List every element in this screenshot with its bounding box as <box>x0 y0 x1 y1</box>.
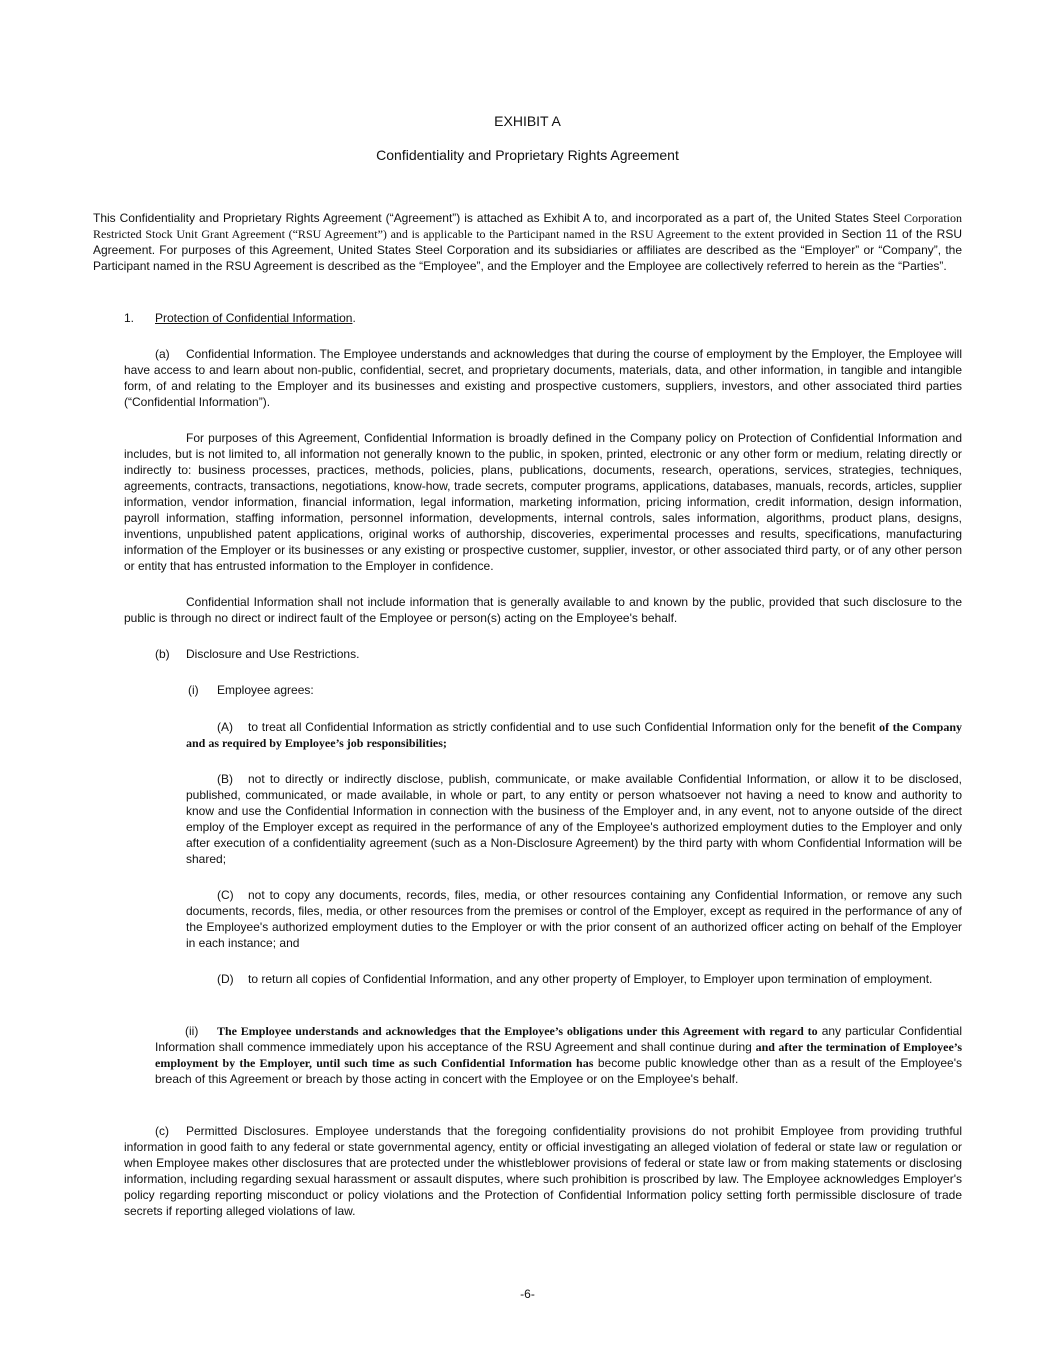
subsection-b-i-label: (i) <box>188 683 199 697</box>
subsection-b <box>155 646 755 662</box>
subsection-c-title: Permitted Disclosures. <box>186 1124 309 1138</box>
exclusion-paragraph: Confidential Information shall not include information that is generally available to and known by the public, provided that such disclosure to the public is through no direct or indirect fault of the Employee or person(s) acting on the Employee's behalf. <box>124 595 962 625</box>
subsection-b-i-text: Employee agrees: <box>217 683 314 697</box>
item-c-text: not to copy any documents, records, files, media, or other resources containing any Confidential Information, or remove any such documents, records, files, media, or other resources from the premises or control of the Employer, except as required in the performance of any of the Employee's authorized employment duties to the Employer or with the prior consent of an authorized officer acting on behalf of the Employer in each instance; and <box>186 888 962 950</box>
subsection-b-i <box>188 682 788 698</box>
intro-text-2: Corporation Restricted Stock Unit Grant Agreement (“RSU Agreement”) and is applicable to the Participant named in the RSU Agreement to the extent <box>93 211 962 241</box>
item-c <box>186 887 962 951</box>
item-a-bold: of the Company and as required by Employee’s job responsibilities; <box>186 720 962 750</box>
item-c-label: (C) <box>217 888 234 902</box>
subsection-a <box>124 346 962 410</box>
intro-text-3: provided in Section 11 of the RSU Agreement. For purposes of this Agreement, United States Steel Corporation and its subsidiaries or affiliates are described as the “Employer” or “Company”, the Participant named in the RSU Agreement is described as the “Employee”, and the Employer and the Employee are collectively referred to herein as the “Parties”. <box>93 227 962 273</box>
exhibit-title: EXHIBIT A <box>494 113 561 129</box>
subsection-a-title: Confidential Information. <box>186 347 317 361</box>
page-number: -6- <box>520 1287 535 1301</box>
item-b-label: (B) <box>217 772 233 786</box>
subsection-a-label: (a) <box>155 347 170 361</box>
subsection-c-text: Employee understands that the foregoing confidentiality provisions do not prohibit Employee from providing truthful information in good faith to any federal or state governmental agency, entity or official investigating an alleged violation of federal or state law or regulation or when Employee makes other disclosures that are protected under the whistleblower provisions of federal or state law or from making statements or disclosing information, including regarding sexual harassment or assault disputes, where such prohibition is proscribed by law. The Employee acknowledges Employer's policy regarding reporting misconduct or policy violations and the Protection of Confidential Information policy setting forth permissible disclosure of trade secrets if reporting alleged violations of law. <box>124 1124 962 1218</box>
subsection-b-label: (b) <box>155 647 170 661</box>
item-b <box>186 771 962 867</box>
subsection-b-ii-bold-1: The Employee understands and acknowledges that the Employee’s obligations under this Agreement with regard to <box>217 1024 818 1038</box>
item-a-label: (A) <box>217 720 233 734</box>
subsection-b-ii-label: (ii) <box>185 1024 199 1038</box>
subsection-b-title: Disclosure and Use Restrictions. <box>186 647 360 661</box>
subsection-b-ii-bold-2: and after the termination of Employee’s employment by the Employer, until such time as such Confidential Information has <box>155 1040 963 1070</box>
item-a <box>186 719 962 751</box>
purposes-paragraph: For purposes of this Agreement, Confidential Information is broadly defined in the Company policy on Protection of Confidential Information and includes, but is not limited to, all information not generally known to the public, in spoken, printed, electronic or any other form or medium, relating directly or indirectly to: business processes, practices, methods, policies, plans, publications, documents, research, operations, services, strategies, techniques, agreements, contracts, transactions, negotiations, know-how, trade secrets, computer programs, applications, databases, manuals, records, articles, supplier information, vendor information, financial information, legal information, marketing information, pricing information, credit information, design information, payroll information, staffing information, personnel information, developments, internal controls, sales information, algorithms, product plans, designs, inventions, unpublished patent applications, original works of authorship, discoveries, experimental processes and results, specifications, manufacturing information of the Employer or its businesses or any existing or prospective customer, supplier, investor, or other associated third party, or of any other person or entity that has entrusted information to the Employer in confidence. <box>124 431 962 573</box>
item-d-text: to return all copies of Confidential Information, and any other property of Employer, to Employer upon termination of employment. <box>248 972 933 986</box>
item-d-label: (D) <box>217 972 234 986</box>
section-1-heading <box>124 310 724 326</box>
item-d <box>186 971 962 987</box>
item-a-text: to treat all Confidential Information as strictly confidential and to use such Confidential Information only for the benefit <box>248 720 880 734</box>
intro-paragraph <box>93 210 962 274</box>
section-number: 1. <box>124 311 135 325</box>
subsection-c <box>124 1123 962 1219</box>
section-title: Protection of Confidential Information <box>155 311 353 325</box>
item-b-text: not to directly or indirectly disclose, publish, communicate, or make available Confidential Information, or allow it to be disclosed, published, communicated, or made available, in whole or part, to any entity or person whatsoever not having a need to know and authority to know and use the Confidential Information in connection with the business of the Employer and, in any event, not to anyone outside of the direct employ of the Employer except as required in the performance of any of the Employee's authorized employment duties to the Employer and only after execution of a confidentiality agreement (such as a Non-Disclosure Agreement) by the third party with whom Confidential Information will be shared; <box>186 772 962 866</box>
subsection-c-label: (c) <box>155 1124 169 1138</box>
section-title-end: . <box>352 311 356 325</box>
subsection-b-ii <box>155 1023 962 1087</box>
intro-text-1: This Confidentiality and Proprietary Rights Agreement (“Agreement”) is attached as Exhibit A to, and incorporated as a part of, the United States Steel <box>93 211 904 225</box>
subsection-b-ii-text-1: any particular Confidential Information shall commence immediately upon his acceptance of the RSU Agreement and shall continue during <box>155 1024 963 1054</box>
agreement-subtitle: Confidentiality and Proprietary Rights Agreement <box>376 147 679 163</box>
subsection-b-ii-text-2: become public knowledge other than as a result of the Employee's breach of this Agreement or breach by those acting in concert with the Employee or on the Employee's behalf. <box>155 1056 962 1086</box>
subsection-a-text: The Employee understands and acknowledges that during the course of employment by the Employer, the Employee will have access to and learn about non-public, confidential, secret, and proprietary documents, materials, data, and other information, in tangible and intangible form, of and relating to the Employer and its businesses and existing and prospective customers, suppliers, investors, and other associated third parties (“Confidential Information”). <box>124 347 962 409</box>
